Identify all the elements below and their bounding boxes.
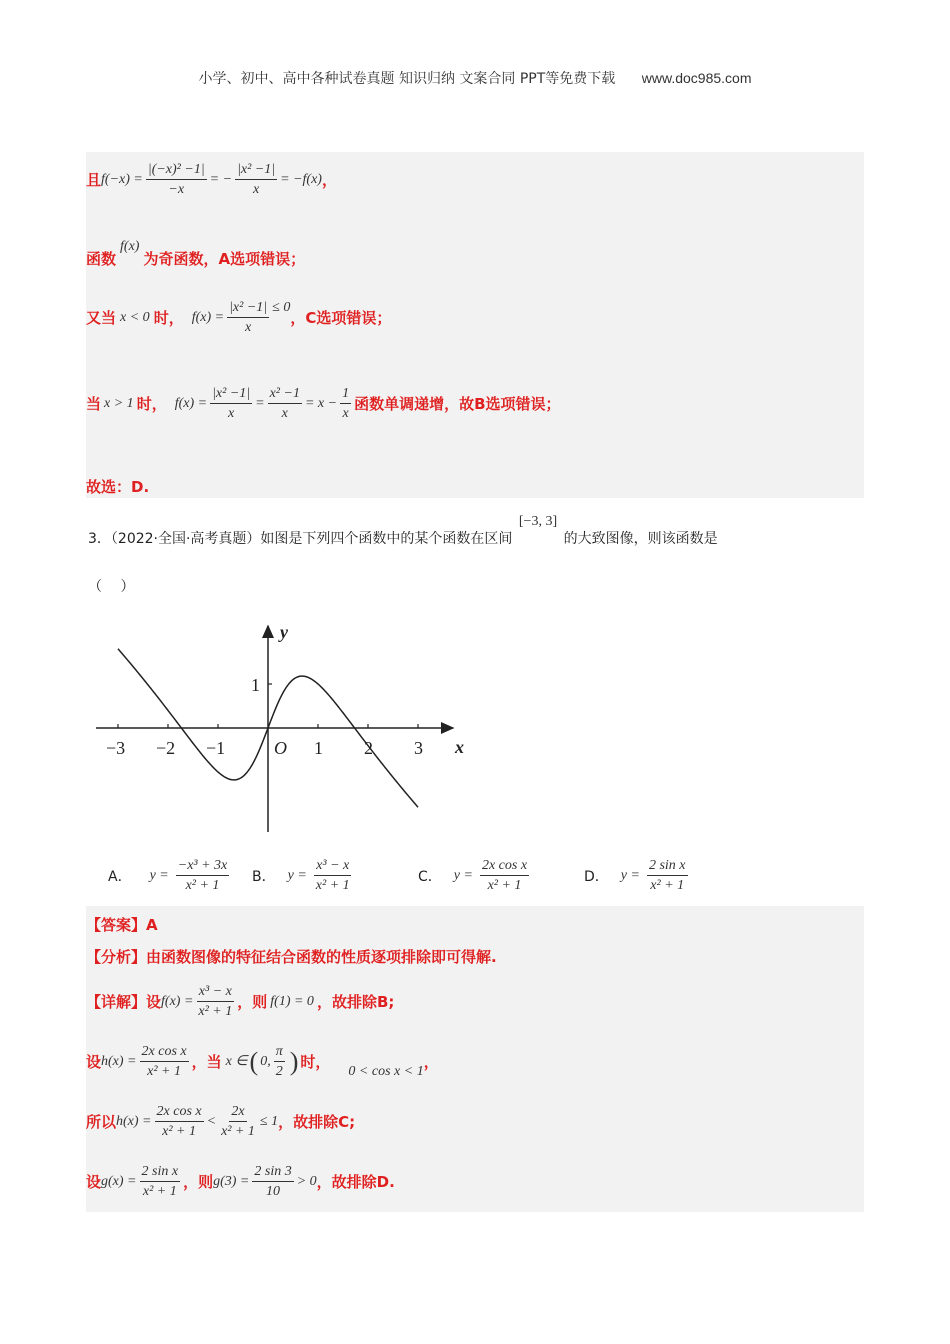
math-value: f(1) = 0 <box>270 993 314 1009</box>
option-fraction <box>176 858 230 894</box>
frac-num: |(−x)² −1| <box>146 162 207 180</box>
frac-num: |x² −1| <box>227 300 269 318</box>
text: 函数单调递增，故B选项错误； <box>354 395 561 414</box>
option-c[interactable] <box>418 858 532 894</box>
math-fx: f(x) <box>120 238 140 254</box>
math-cos-range: 0 < cos x < 1 <box>348 1063 424 1079</box>
math-eq: = − <box>209 171 233 187</box>
frac-num: x² −1 <box>268 386 302 404</box>
frac-num: 2 sin x <box>140 1164 181 1182</box>
x-tick-label: −2 <box>156 738 176 758</box>
question-text: 的大致图像，则该函数是 <box>563 531 718 547</box>
fraction <box>155 1104 204 1140</box>
analysis-line <box>86 946 497 967</box>
fraction-2 <box>235 162 277 198</box>
text: ，则 <box>237 993 268 1012</box>
detail-line-2: 设 h(x) = $\frac{\text{2x cos x}}{\text{x² + 1}}$ ，当 x ∈ ( 0, $\frac{\pi}{2}$ ) 时， 0 < cos x < 1 ， <box>86 1044 439 1080</box>
fraction-pi-2 <box>274 1044 285 1080</box>
text-conclusion: 故选：D. <box>86 478 150 496</box>
frac-den: 10 <box>266 1184 281 1200</box>
text: 为奇函数，A选项错误； <box>143 250 306 268</box>
math-gx: g(x) = <box>101 1173 137 1189</box>
math-cond: x > 1 <box>104 395 134 411</box>
detail-line-1 <box>86 984 394 1020</box>
frac-den: 2 <box>275 1064 283 1080</box>
detail-line-4 <box>86 1164 395 1200</box>
frac-num: |x² −1| <box>235 162 277 180</box>
option-fraction <box>647 858 688 894</box>
text: 【详解】设 <box>86 993 162 1012</box>
math-eq: = x − <box>304 395 338 411</box>
option-key: D． <box>584 868 609 885</box>
math-fx: f(x) = <box>191 309 225 325</box>
option-b[interactable] <box>252 858 355 894</box>
frac-num: 2x <box>229 1104 246 1122</box>
solution-line-4 <box>86 386 561 422</box>
y-axis-label: y <box>280 622 288 642</box>
solution-line-3 <box>86 300 391 336</box>
text: 函数 <box>86 250 117 268</box>
frac-num: 2 sin x <box>647 858 688 876</box>
frac-den: x <box>342 406 349 422</box>
math-tail: = −f(x) <box>280 171 322 187</box>
question-paren: （ ） <box>88 579 135 595</box>
option-lhs: y = <box>620 867 640 883</box>
math-fx: f(x) = <box>161 993 194 1009</box>
option-d[interactable] <box>584 858 691 894</box>
x-tick-label: 1 <box>314 738 323 758</box>
text: 时， <box>300 1053 331 1072</box>
fraction <box>219 1104 257 1140</box>
frac-num: −x³ + 3x <box>176 858 230 876</box>
fraction <box>268 386 302 422</box>
math-fx: f(x) = <box>174 395 208 411</box>
math-g3: g(3) = <box>213 1173 250 1189</box>
math-cond: x < 0 <box>120 309 150 325</box>
text: 时， <box>153 309 184 328</box>
x-tick-label: 3 <box>414 738 423 758</box>
answer-box <box>86 906 864 1212</box>
x-tick-label: 2 <box>364 738 373 758</box>
frac-den: −x <box>168 182 185 198</box>
text: ，当 <box>191 1053 222 1072</box>
text: ，故排除C; <box>278 1113 356 1132</box>
option-lhs: y = <box>287 867 307 883</box>
solution-line-2 <box>86 238 306 269</box>
math-x-in: x ∈ <box>225 1054 248 1070</box>
frac-num: |x² −1| <box>210 386 252 404</box>
header-site-link[interactable]: www.doc985.com <box>641 70 752 86</box>
frac-den: x² + 1 <box>315 878 350 894</box>
frac-den: x² + 1 <box>147 1064 181 1080</box>
fraction <box>252 1164 293 1200</box>
option-key: B． <box>252 868 276 885</box>
text: ，C选项错误； <box>290 309 392 328</box>
detail-line-3 <box>86 1104 355 1140</box>
fraction <box>227 300 269 336</box>
option-a[interactable] <box>108 858 232 894</box>
origin-label: O <box>274 738 287 758</box>
text-comma: ， <box>321 171 337 190</box>
frac-num: 2x cos x <box>155 1104 204 1122</box>
option-key: A． <box>108 868 132 885</box>
fraction <box>140 1164 181 1200</box>
text: ，则 <box>183 1173 214 1192</box>
frac-num: 2 sin 3 <box>252 1164 293 1182</box>
frac-den: x² + 1 <box>142 1184 177 1200</box>
solution-line-1 <box>86 162 337 198</box>
frac-num: 1 <box>340 386 351 404</box>
frac-den: x <box>228 406 235 422</box>
frac-den: x² + 1 <box>185 878 220 894</box>
y-tick-label: 1 <box>251 675 260 695</box>
frac-num: π <box>274 1044 285 1062</box>
text: ， <box>423 1053 439 1072</box>
text: 时， <box>136 395 167 414</box>
option-lhs: y = <box>453 867 473 883</box>
fraction <box>210 386 252 422</box>
fraction <box>340 386 351 422</box>
question-3 <box>88 510 848 547</box>
frac-den: x² + 1 <box>487 878 522 894</box>
math-hx: h(x) = <box>116 1113 152 1129</box>
math-le: ≤ 1 <box>259 1113 279 1129</box>
frac-den: x² + 1 <box>221 1124 255 1140</box>
math-eq: = <box>255 395 265 411</box>
frac-den: x <box>281 406 288 422</box>
option-fraction <box>314 858 352 894</box>
question-text: 3．（2022·全国·高考真题）如图是下列四个函数中的某个函数在区间 <box>88 531 513 547</box>
option-lhs: y = <box>149 867 169 883</box>
text: 所以 <box>86 1113 117 1132</box>
frac-num: x³ − x <box>197 984 234 1002</box>
text: 设 <box>86 1173 102 1192</box>
frac-den: x <box>245 320 252 336</box>
answer-line <box>86 914 158 935</box>
math-f-neg-x: f(−x) = <box>101 171 143 187</box>
header-text: 小学、初中、高中各种试卷真题 知识归纳 文案合同 PPT等免费下载 <box>198 71 616 87</box>
frac-num: 2x cos x <box>480 858 529 876</box>
x-tick-label: −1 <box>206 738 226 758</box>
frac-den: x <box>253 182 260 198</box>
text: ，故排除B; <box>316 993 395 1012</box>
answer-label: 【答案】A <box>86 916 158 934</box>
math-lt: < <box>206 1113 217 1129</box>
text: 当 <box>86 395 102 414</box>
frac-den: x² + 1 <box>650 878 685 894</box>
x-tick-label: −3 <box>106 738 126 758</box>
question-interval: [−3, 3] <box>518 514 558 529</box>
text: ，故排除D. <box>316 1173 395 1192</box>
frac-num: x³ − x <box>314 858 351 876</box>
option-fraction <box>480 858 529 894</box>
fraction-1 <box>146 162 207 198</box>
math-interval-start: 0, <box>260 1053 271 1069</box>
previous-solution-box <box>86 152 864 498</box>
math-hx: h(x) = <box>101 1053 137 1069</box>
frac-num: 2x cos x <box>140 1044 189 1062</box>
text-qie: 且 <box>86 171 102 190</box>
page-header <box>0 68 950 88</box>
frac-den: x² + 1 <box>198 1004 233 1020</box>
function-graph <box>88 620 488 850</box>
x-axis-label: x <box>455 737 464 757</box>
math-gt: > 0 <box>296 1173 317 1189</box>
text: 设 <box>86 1053 102 1072</box>
option-key: C． <box>418 868 442 885</box>
frac-den: x² + 1 <box>162 1124 196 1140</box>
fraction <box>140 1044 189 1080</box>
analysis-text: 【分析】由函数图像的特征结合函数的性质逐项排除即可得解. <box>86 948 497 966</box>
text: 又当 <box>86 309 117 328</box>
fraction <box>196 984 234 1020</box>
solution-line-5 <box>86 476 149 497</box>
math-le: ≤ 0 <box>272 299 291 315</box>
